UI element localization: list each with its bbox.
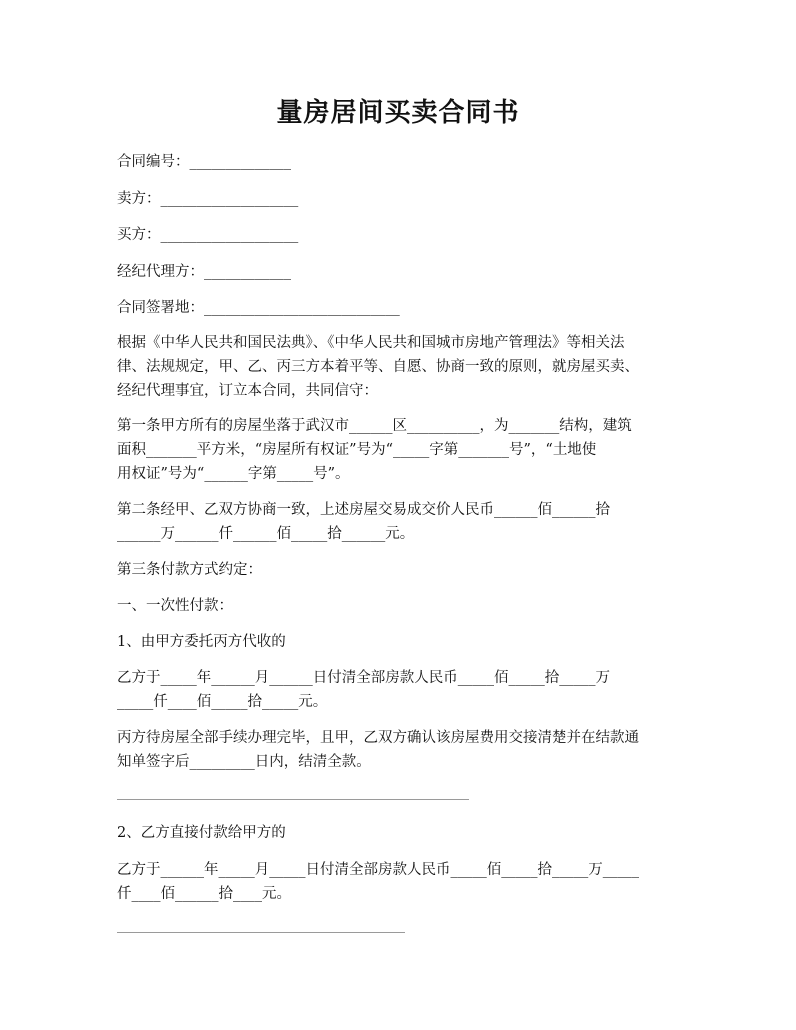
agent-field: 经纪代理方：____________ <box>117 264 291 280</box>
article-2-line: ______万______仟______佰_____拾______元。 <box>117 526 415 542</box>
article-1-line: 面积_______平方米，“房屋所有权证”号为“_____字第_______号”，“土地使 <box>117 442 597 458</box>
contract-number-field: 合同编号：______________ <box>117 154 291 170</box>
article-1-line: 用权证”号为“______字第_____号”。 <box>117 466 350 482</box>
article-2-line: 第二条经甲、乙双方协商一致，上述房屋交易成交价人民币______佰______拾 <box>117 502 610 518</box>
separator-line <box>117 799 469 800</box>
item-1-settlement-line: 知单签字后_________日内，结清全款。 <box>117 754 371 770</box>
item-2-heading: 2、乙方直接付款给甲方的 <box>117 825 286 841</box>
separator-line <box>117 932 405 933</box>
preamble-line: 经纪代理事宜，订立本合同，共同信守： <box>117 383 378 399</box>
item-1-payment-line: _____仟____佰_____拾_____元。 <box>117 694 328 710</box>
preamble-line: 根据《中华人民共和国民法典》、《中华人民共和国城市房地产管理法》等相关法 <box>117 335 625 351</box>
item-1-payment-line: 乙方于_____年______月______日付清全部房款人民币_____佰_____拾_____万 <box>117 670 610 686</box>
item-1-settlement-line: 丙方待房屋全部手续办理完毕，且甲，乙双方确认该房屋费用交接清楚并在结款通 <box>117 730 639 746</box>
item-1-heading: 1、由甲方委托丙方代收的 <box>117 634 286 650</box>
seller-field: 卖方：___________________ <box>117 191 299 207</box>
article-3-heading: 第三条付款方式约定： <box>117 562 262 578</box>
item-2-payment-line: 仟____佰______拾____元。 <box>117 886 291 902</box>
item-2-payment-line: 乙方于______年_____月_____日付清全部房款人民币_____佰_____拾_____万_____ <box>117 862 639 878</box>
sign-place-field: 合同签署地：___________________________ <box>117 300 400 316</box>
buyer-field: 买方：___________________ <box>117 227 299 243</box>
preamble-line: 律、法规规定，甲、乙、丙三方本着平等、自愿、协商一致的原则，就房屋买卖、 <box>117 359 639 375</box>
article-1-line: 第一条甲方所有的房屋坐落于武汉市______区__________，为_______结构，建筑 <box>117 418 632 434</box>
document-title: 量房居间买卖合同书 <box>276 98 520 128</box>
section-one-heading: 一、一次性付款： <box>117 598 233 614</box>
